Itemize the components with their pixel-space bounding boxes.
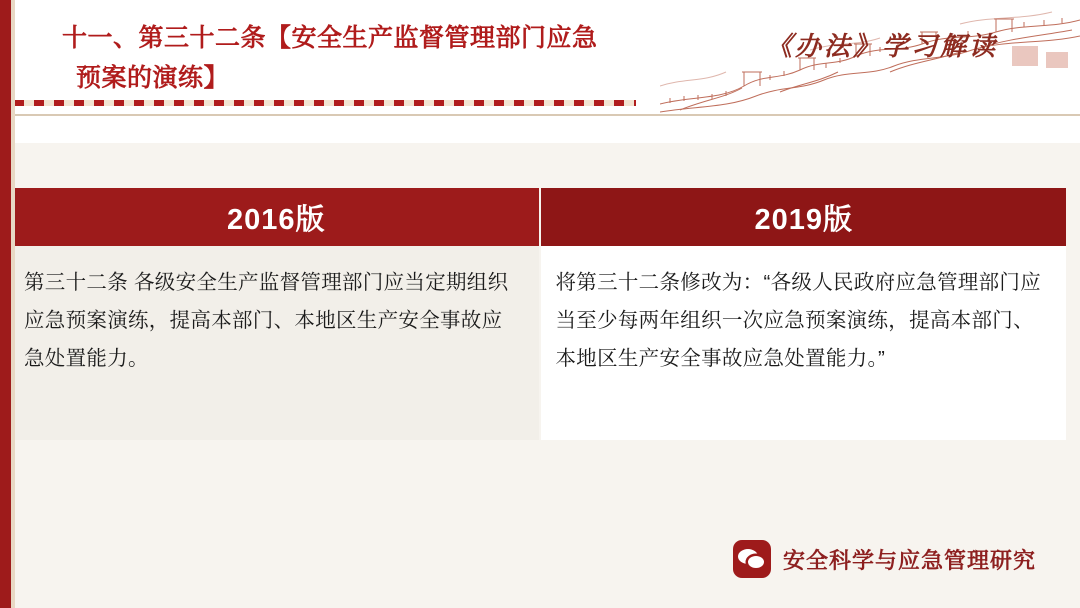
- header-divider: [0, 114, 1080, 116]
- title-underline-rule: [14, 100, 636, 106]
- account-name: 安全科学与应急管理研究: [782, 547, 1036, 573]
- page-title-line1: 十一、第三十二条【安全生产监督管理部门应急: [62, 24, 598, 52]
- table-column-2019: [541, 188, 1066, 440]
- column-header-2016: 2016版: [14, 188, 539, 246]
- table-column-2016: [14, 188, 539, 440]
- column-body-2016: [14, 246, 539, 440]
- column-text-2016: 第三十二条 各级安全生产监督管理部门应当定期组织应急预案演练，提高本部门、本地区生产安全事故应急处置能力。: [24, 271, 509, 370]
- page-title: [62, 18, 702, 98]
- page-title-line2: 预案的演练】: [76, 64, 230, 92]
- footer-watermark: [733, 540, 1036, 578]
- column-header-2019: 2019版: [541, 188, 1066, 246]
- column-body-2019: [541, 246, 1066, 440]
- left-accent-bar-secondary: [11, 0, 15, 608]
- slide-header: [0, 0, 1080, 116]
- left-accent-bar: [0, 0, 11, 608]
- decoration-title: 《办法》学习解读: [765, 32, 998, 61]
- wechat-icon: [733, 540, 771, 578]
- column-text-2019: 将第三十二条修改为：“各级人民政府应急管理部门应当至少每两年组织一次应急预案演练，提高本部门、本地区生产安全事故应急处置能力。”: [555, 271, 1042, 370]
- comparison-table: [14, 188, 1066, 440]
